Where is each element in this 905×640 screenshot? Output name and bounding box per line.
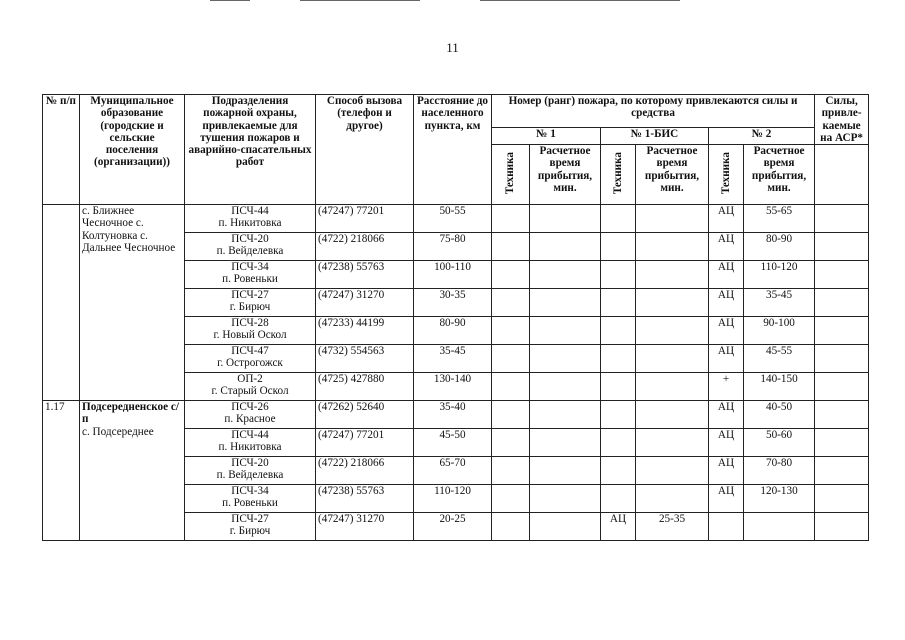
- unit-location: п. Ровеньки: [222, 497, 278, 510]
- tech-2-cell: АЦ: [709, 205, 744, 233]
- eta-2-cell: 110-120: [744, 261, 815, 289]
- tech-1-cell: [492, 457, 530, 485]
- phone-cell: (4722) 218066: [316, 457, 414, 485]
- header-tech-1bis: Техника: [601, 145, 636, 205]
- eta-1bis-cell: [636, 233, 709, 261]
- header-num: № п/п: [43, 95, 80, 205]
- eta-2-cell: 45-55: [744, 345, 815, 373]
- tech-1-cell: [492, 513, 530, 541]
- distance-cell: 80-90: [414, 317, 492, 345]
- unit-cell: [185, 401, 316, 429]
- unit-cell: [185, 457, 316, 485]
- tech-2-cell: АЦ: [709, 233, 744, 261]
- unit-location: п. Красное: [224, 413, 276, 426]
- distance-cell: 20-25: [414, 513, 492, 541]
- asr-cell: [815, 485, 869, 513]
- scan-artifact-line: [480, 0, 680, 1]
- unit-cell: [185, 513, 316, 541]
- asr-cell: [815, 457, 869, 485]
- eta-1bis-cell: [636, 317, 709, 345]
- unit-name: ПСЧ-20: [231, 233, 269, 246]
- eta-1bis-cell: [636, 345, 709, 373]
- asr-cell: [815, 429, 869, 457]
- asr-cell: [815, 345, 869, 373]
- phone-cell: (47247) 31270: [316, 513, 414, 541]
- phone-cell: (47247) 77201: [316, 205, 414, 233]
- eta-2-cell: 50-60: [744, 429, 815, 457]
- distance-cell: 35-40: [414, 401, 492, 429]
- tech-1bis-cell: [601, 289, 636, 317]
- tech-1bis-cell: [601, 373, 636, 401]
- unit-cell: [185, 373, 316, 401]
- header-asr-empty: [815, 145, 869, 205]
- municipality-title: Подсередненское с/п: [82, 401, 179, 426]
- unit-name: ПСЧ-20: [231, 457, 269, 470]
- asr-cell: [815, 317, 869, 345]
- unit-name: ПСЧ-44: [231, 429, 269, 442]
- phone-cell: (4732) 554563: [316, 345, 414, 373]
- header-municipality: Муниципальное образование (городские и сельские поселения (организации)): [80, 95, 185, 205]
- header-rank-group: Номер (ранг) пожара, по которому привлекаются силы и средства: [492, 95, 815, 128]
- eta-1bis-cell: [636, 485, 709, 513]
- tech-1-cell: [492, 261, 530, 289]
- tech-1bis-cell: [601, 401, 636, 429]
- unit-cell: [185, 345, 316, 373]
- eta-1-cell: [530, 261, 601, 289]
- tech-2-cell: АЦ: [709, 485, 744, 513]
- header-row: [43, 95, 869, 128]
- eta-2-cell: 35-45: [744, 289, 815, 317]
- eta-1-cell: [530, 373, 601, 401]
- unit-cell: [185, 429, 316, 457]
- eta-1bis-cell: [636, 261, 709, 289]
- unit-cell: [185, 485, 316, 513]
- distance-cell: 130-140: [414, 373, 492, 401]
- eta-1-cell: [530, 513, 601, 541]
- eta-1-cell: [530, 289, 601, 317]
- header-tech-1: Техника: [492, 145, 530, 205]
- distance-cell: 35-45: [414, 345, 492, 373]
- tech-1-cell: [492, 485, 530, 513]
- eta-1-cell: [530, 485, 601, 513]
- municipality-cell: [80, 401, 185, 541]
- unit-location: г. Бирюч: [229, 301, 271, 314]
- eta-2-cell: 90-100: [744, 317, 815, 345]
- header-rank-1: № 1: [492, 128, 601, 145]
- eta-1-cell: [530, 429, 601, 457]
- tech-2-cell: АЦ: [709, 317, 744, 345]
- eta-1bis-cell: [636, 289, 709, 317]
- tech-1-cell: [492, 205, 530, 233]
- distance-cell: 65-70: [414, 457, 492, 485]
- unit-location: г. Старый Оскол: [211, 385, 289, 398]
- unit-name: ОП-2: [237, 373, 263, 386]
- phone-cell: (47262) 52640: [316, 401, 414, 429]
- unit-location: г. Бирюч: [229, 525, 271, 538]
- distance-cell: 50-55: [414, 205, 492, 233]
- tech-1bis-cell: [601, 261, 636, 289]
- unit-cell: [185, 261, 316, 289]
- scan-artifact-line: [210, 0, 250, 1]
- scan-artifact-line: [300, 0, 420, 1]
- eta-1-cell: [530, 317, 601, 345]
- eta-2-cell: 55-65: [744, 205, 815, 233]
- asr-cell: [815, 289, 869, 317]
- distance-cell: 110-120: [414, 485, 492, 513]
- unit-name: ПСЧ-34: [231, 261, 269, 274]
- tech-2-cell: АЦ: [709, 261, 744, 289]
- tech-1-cell: [492, 429, 530, 457]
- eta-1-cell: [530, 345, 601, 373]
- unit-location: п. Никитовка: [218, 441, 282, 454]
- unit-name: ПСЧ-44: [231, 205, 269, 218]
- phone-cell: (47233) 44199: [316, 317, 414, 345]
- tech-1-cell: [492, 289, 530, 317]
- unit-location: п. Вейделевка: [216, 469, 284, 482]
- page-number: 11: [446, 40, 459, 55]
- eta-1bis-cell: [636, 401, 709, 429]
- eta-1bis-cell: [636, 373, 709, 401]
- eta-2-cell: 40-50: [744, 401, 815, 429]
- tech-1-cell: [492, 401, 530, 429]
- distance-cell: 30-35: [414, 289, 492, 317]
- unit-cell: [185, 205, 316, 233]
- tech-1-cell: [492, 233, 530, 261]
- settlement-list: с. Подсереднее: [82, 425, 154, 438]
- unit-cell: [185, 289, 316, 317]
- eta-1bis-cell: [636, 457, 709, 485]
- tech-1bis-cell: [601, 429, 636, 457]
- header-eta-2: Расчетное время прибытия, мин.: [744, 145, 815, 205]
- unit-location: п. Вейделевка: [216, 245, 284, 258]
- eta-1-cell: [530, 457, 601, 485]
- tech-2-cell: АЦ: [709, 457, 744, 485]
- tech-1-cell: [492, 373, 530, 401]
- eta-2-cell: 140-150: [744, 373, 815, 401]
- unit-name: ПСЧ-27: [231, 289, 269, 302]
- municipality-cell: [80, 205, 185, 401]
- asr-cell: [815, 513, 869, 541]
- eta-2-cell: 80-90: [744, 233, 815, 261]
- phone-cell: (47247) 77201: [316, 429, 414, 457]
- unit-name: ПСЧ-47: [231, 345, 269, 358]
- tech-1bis-cell: [601, 317, 636, 345]
- unit-location: г. Острогожск: [217, 357, 283, 370]
- phone-cell: (4725) 427880: [316, 373, 414, 401]
- eta-1-cell: [530, 401, 601, 429]
- unit-name: ПСЧ-26: [231, 401, 269, 414]
- eta-1bis-cell: 25-35: [636, 513, 709, 541]
- tech-1bis-cell: [601, 345, 636, 373]
- tech-2-cell: +: [709, 373, 744, 401]
- distance-cell: 100-110: [414, 261, 492, 289]
- tech-1bis-cell: [601, 233, 636, 261]
- tech-2-cell: АЦ: [709, 429, 744, 457]
- unit-location: п. Никитовка: [218, 217, 282, 230]
- table-row: [43, 205, 869, 233]
- unit-name: ПСЧ-27: [231, 513, 269, 526]
- header-asr: Силы, привле-каемые на АСР*: [815, 95, 869, 145]
- fire-forces-table: [42, 94, 869, 541]
- settlement-list: с. Ближнее Чесночное с. Колтуновка с. Дальнее Чесночное: [82, 205, 176, 255]
- tech-2-cell: АЦ: [709, 289, 744, 317]
- row-number: [43, 205, 80, 401]
- tech-2-cell: АЦ: [709, 401, 744, 429]
- eta-2-cell: 120-130: [744, 485, 815, 513]
- tech-1-cell: [492, 317, 530, 345]
- asr-cell: [815, 373, 869, 401]
- tech-2-cell: АЦ: [709, 345, 744, 373]
- eta-1-cell: [530, 205, 601, 233]
- tech-1-cell: [492, 345, 530, 373]
- eta-1bis-cell: [636, 205, 709, 233]
- header-eta-1bis: Расчетное время прибытия, мин.: [636, 145, 709, 205]
- unit-cell: [185, 317, 316, 345]
- eta-1bis-cell: [636, 429, 709, 457]
- unit-location: п. Ровеньки: [222, 273, 278, 286]
- tech-1bis-cell: [601, 457, 636, 485]
- tech-1bis-cell: [601, 205, 636, 233]
- phone-cell: (47247) 31270: [316, 289, 414, 317]
- unit-name: ПСЧ-28: [231, 317, 269, 330]
- header-distance: Расстояние до населенного пункта, км: [414, 95, 492, 205]
- asr-cell: [815, 233, 869, 261]
- table-body: [43, 205, 869, 541]
- asr-cell: [815, 205, 869, 233]
- tech-1bis-cell: АЦ: [601, 513, 636, 541]
- tech-2-cell: [709, 513, 744, 541]
- distance-cell: 45-50: [414, 429, 492, 457]
- unit-cell: [185, 233, 316, 261]
- header-eta-1: Расчетное время прибытия, мин.: [530, 145, 601, 205]
- header-call-method: Способ вызова (телефон и другое): [316, 95, 414, 205]
- phone-cell: (47238) 55763: [316, 261, 414, 289]
- asr-cell: [815, 401, 869, 429]
- eta-1-cell: [530, 233, 601, 261]
- eta-2-cell: 70-80: [744, 457, 815, 485]
- table-row: [43, 401, 869, 429]
- distance-cell: 75-80: [414, 233, 492, 261]
- header-tech-2: Техника: [709, 145, 744, 205]
- phone-cell: (47238) 55763: [316, 485, 414, 513]
- unit-name: ПСЧ-34: [231, 485, 269, 498]
- eta-2-cell: [744, 513, 815, 541]
- asr-cell: [815, 261, 869, 289]
- phone-cell: (4722) 218066: [316, 233, 414, 261]
- header-rank-1bis: № 1-БИС: [601, 128, 709, 145]
- header-units: Подразделения пожарной охраны, привлекаемые для тушения пожаров и аварийно-спасательных работ: [185, 95, 316, 205]
- unit-location: г. Новый Оскол: [213, 329, 287, 342]
- row-number: 1.17: [43, 401, 80, 541]
- header-rank-2: № 2: [709, 128, 815, 145]
- tech-1bis-cell: [601, 485, 636, 513]
